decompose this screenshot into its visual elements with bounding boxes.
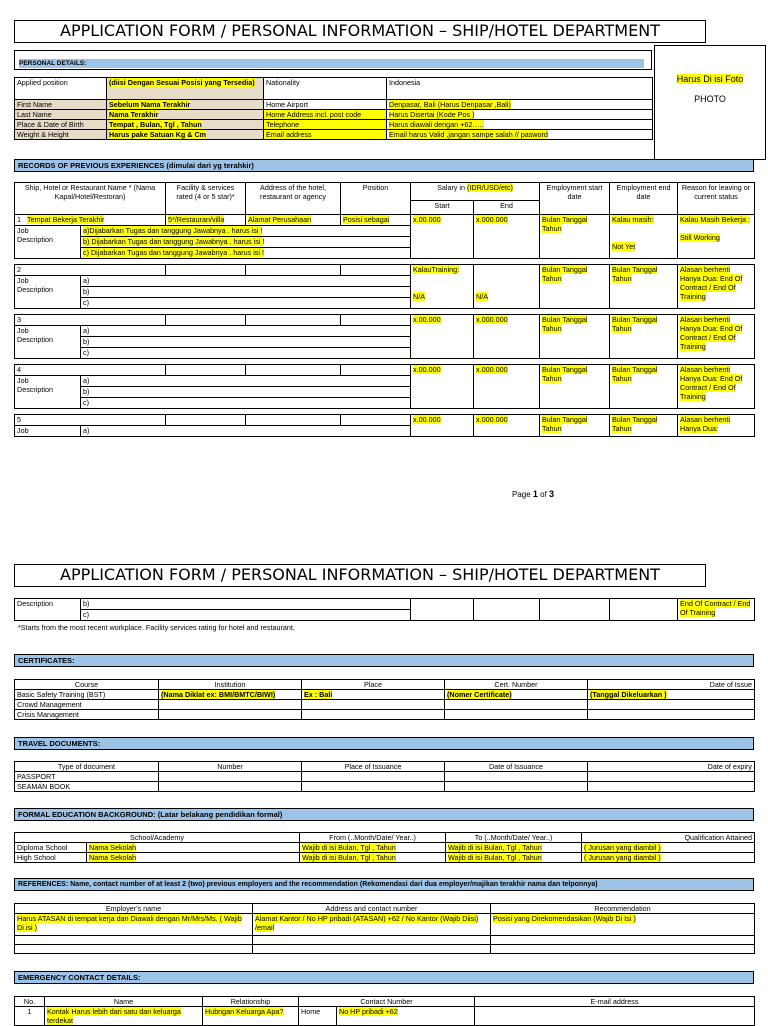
exp1-salary-start[interactable]: x.00.000 — [411, 215, 474, 259]
cert-number-crowd[interactable] — [445, 700, 588, 710]
col-position: Position — [341, 183, 411, 215]
cert-number-crisis[interactable] — [445, 710, 588, 720]
seaman-expiry[interactable] — [588, 782, 755, 792]
col-emp-start: Employment start date — [540, 183, 610, 215]
col-salary: Salary in (IDR/USD/etc) — [411, 183, 540, 201]
exp4-reason[interactable]: Alasan berhenti Hanya Dua: End Of Contract / End Of Training — [678, 365, 755, 409]
cert-place-bst[interactable]: Ex : Bali — [302, 690, 445, 700]
col-reason: Reason for leaving or current status — [678, 183, 755, 215]
exp1-job-label: Job Description — [15, 226, 81, 259]
ref-col-name: Employer's name — [15, 904, 253, 914]
ref1-name[interactable]: Harus ATASAN di tempat kerja dan Diawali dengan Mr/Mrs/Ms. ( Wajib Di isi ) — [15, 914, 253, 936]
exp2-salary-start[interactable]: KalauTraining: N/A — [411, 265, 474, 309]
exp3-position[interactable] — [341, 315, 411, 326]
ref2-name[interactable] — [15, 936, 253, 945]
exp3-duty-c[interactable]: c) — [81, 348, 411, 359]
exp1-salary-end[interactable]: x.000.000 — [474, 215, 540, 259]
emg1-name[interactable]: Kontak Harus lebih dari satu dan keluarga terdekat — [45, 1007, 203, 1026]
exp4-salary-start[interactable]: x.00.000 — [411, 365, 474, 409]
cert-course-crisis: Crisis Management — [15, 710, 159, 720]
seaman-number[interactable] — [159, 782, 302, 792]
exp2-emp-end[interactable]: Bulan Tanggal Tahun — [610, 265, 678, 309]
exp2-emp-start[interactable]: Bulan Tanggal Tahun — [540, 265, 610, 309]
exp4-duty-a[interactable]: a) — [81, 376, 411, 387]
references-header: REFERENCES: Name, contact number of at least 2 (two) previous employers and the recommendation (Rekomendasi dari dua employer/majikan terakhir nama dan telponnya) — [14, 878, 754, 891]
edu-highschool-name[interactable]: Nama Sekolah — [87, 853, 300, 863]
cert-number-bst[interactable]: (Nomer Certificate) — [445, 690, 588, 700]
cert-col-date: Date of Issue — [588, 680, 755, 690]
page-number: Page 1 of 3 — [512, 489, 555, 499]
cert-date-crisis[interactable] — [588, 710, 755, 720]
exp3-reason[interactable]: Alasan berhenti Hanya Dua: End Of Contract / End Of Training — [678, 315, 755, 359]
references-table — [14, 903, 755, 954]
exp4-salary-end[interactable]: x.000.000 — [474, 365, 540, 409]
exp4-ship[interactable]: 4 — [15, 365, 166, 376]
exp4-job-label: Job Description — [15, 376, 81, 409]
label-telephone: Telephone — [264, 120, 387, 130]
cert-col-place: Place — [302, 680, 445, 690]
exp2-facility[interactable] — [166, 265, 246, 276]
field-last-name[interactable]: Nama Terakhir — [107, 110, 264, 120]
emg-col-no: No. — [15, 997, 45, 1007]
col-ship-name: Ship, Hotel or Restaurant Name * (Nama Kapal/Hotel/Restoran) — [15, 183, 166, 215]
label-last-name: Last Name — [15, 110, 107, 120]
certificates-header: CERTIFICATES: — [14, 654, 754, 667]
exp5-ship[interactable]: 5 — [15, 415, 166, 426]
cert-col-institution: Institution — [159, 680, 302, 690]
exp5-emp-end[interactable]: Bulan Tanggal Tahun — [610, 415, 678, 437]
exp1-duty-b[interactable]: b) Dijabarkan Tugas dan tanggung Jawabnya . harus isi ! — [81, 237, 411, 248]
edu-diploma-to[interactable]: Wajib di isi Bulan, Tgl , Tahun — [446, 843, 582, 853]
exp2-position[interactable] — [341, 265, 411, 276]
cert-institution-crowd[interactable] — [159, 700, 302, 710]
edu-col-qualification: Qualification Attained — [582, 833, 755, 843]
cont-salary-end[interactable] — [474, 599, 540, 621]
page-title: APPLICATION FORM / PERSONAL INFORMATION – SHIP/HOTEL DEPARTMENT — [14, 20, 706, 43]
emg-col-relationship: Relationship — [203, 997, 299, 1007]
edu-highschool-from[interactable]: Wajib di isi Bulan, Tgl , Tahun — [300, 853, 446, 863]
photo-instruction: Harus Di isi Foto — [676, 74, 744, 84]
cert-place-crowd[interactable] — [302, 700, 445, 710]
cert-col-course: Course — [15, 680, 159, 690]
exp2-duty-c[interactable]: c) — [81, 298, 411, 309]
exp1-emp-start[interactable]: Bulan Tanggal Tahun — [540, 215, 610, 259]
ref1-recommendation[interactable]: Posisi yang Direkomendasikan (Wajib Di Isi ) — [491, 914, 755, 936]
ref3-address[interactable] — [253, 945, 491, 954]
edu-diploma-from[interactable]: Wajib di isi Bulan, Tgl , Tahun — [300, 843, 446, 853]
emergency-table — [14, 996, 755, 1026]
edu-highschool-label: High School — [15, 853, 87, 863]
cert-institution-crisis[interactable] — [159, 710, 302, 720]
travel-header: TRAVEL DOCUMENTS: — [14, 737, 754, 750]
exp1-duty-a[interactable]: a)Dijabarkan Tugas dan tanggung Jawabnya . harus isi ! — [81, 226, 411, 237]
cert-place-crisis[interactable] — [302, 710, 445, 720]
exp4-emp-end[interactable]: Bulan Tanggal Tahun — [610, 365, 678, 409]
col-salary-end: End — [474, 201, 540, 215]
exp4-duty-b[interactable]: b) — [81, 387, 411, 398]
personal-details-table — [14, 77, 653, 140]
photo-label: PHOTO — [694, 94, 726, 104]
exp1-facility[interactable]: 5*/Restauran/villa — [166, 215, 246, 226]
ref1-address[interactable]: Alamat Kantor / No HP pribadi (ATASAN) +62 / No Kantor (Wajib Diisi) /email — [253, 914, 491, 936]
seaman-place[interactable] — [302, 782, 445, 792]
exp4-address[interactable] — [246, 365, 341, 376]
label-weight-height: Weight & Height — [15, 130, 107, 140]
exp3-address[interactable] — [246, 315, 341, 326]
cont-emp-end[interactable] — [610, 599, 678, 621]
exp3-duty-b[interactable]: b) — [81, 337, 411, 348]
exp5-salary-end[interactable]: x.000.000 — [474, 415, 540, 437]
ref2-recommendation[interactable] — [491, 936, 755, 945]
emg-col-email: E-mail address — [475, 997, 755, 1007]
field-telephone[interactable]: Harus diawali dengan +62….. — [387, 120, 653, 130]
travel-table — [14, 761, 755, 792]
exp3-job-label: Job Description — [15, 326, 81, 359]
emg-col-name: Name — [45, 997, 203, 1007]
emergency-header: EMERGENCY CONTACT DETAILS: — [14, 971, 754, 984]
travel-col-expiry: Date of expiry — [588, 762, 755, 772]
travel-col-place: Place of Issuance — [302, 762, 445, 772]
edu-col-school: School/Academy — [15, 833, 300, 843]
ref-col-recommendation: Recommendation — [491, 904, 755, 914]
edu-highschool-to[interactable]: Wajib di isi Bulan, Tgl , Tahun — [446, 853, 582, 863]
exp3-salary-end[interactable]: x.000.000 — [474, 315, 540, 359]
passport-place[interactable] — [302, 772, 445, 782]
col-emp-end: Employment end date — [610, 183, 678, 215]
exp2-ship[interactable]: 2 — [15, 265, 166, 276]
col-address: Address of the hotel, restaurant or agency — [246, 183, 341, 215]
cert-course-crowd: Crowd Management — [15, 700, 159, 710]
label-first-name: First Name — [15, 100, 107, 110]
personal-details-header: PERSONAL DETAILS: — [19, 59, 644, 68]
emg1-contact-number[interactable]: No HP pribadi +62 — [337, 1007, 475, 1026]
exp5-emp-start[interactable]: Bulan Tanggal Tahun — [540, 415, 610, 437]
cert-institution-bst[interactable]: (Nama Diklat ex: BMI/BMTC/BIWI) — [159, 690, 302, 700]
cert-date-bst[interactable]: (Tanggal Dikeluarkan ) — [588, 690, 755, 700]
passport-issued[interactable] — [445, 772, 588, 782]
experience-table — [14, 182, 755, 437]
experience-continuation-table — [14, 598, 755, 621]
cont-duty-b[interactable]: b) — [81, 599, 411, 610]
field-home-address[interactable]: Harus Disertai (Kode Pos ) — [387, 110, 653, 120]
ref-col-address: Address and contact number — [253, 904, 491, 914]
exp2-address[interactable] — [246, 265, 341, 276]
label-birth: Place & Date of Birth — [15, 120, 107, 130]
exp3-duty-a[interactable]: a) — [81, 326, 411, 337]
cont-emp-start[interactable] — [540, 599, 610, 621]
exp2-duty-a[interactable]: a) — [81, 276, 411, 287]
education-header: FORMAL EDUCATION BACKGROUND: (Latar belakang pendidikan formal) — [14, 808, 754, 821]
ref2-address[interactable] — [253, 936, 491, 945]
page-title-2: APPLICATION FORM / PERSONAL INFORMATION – SHIP/HOTEL DEPARTMENT — [14, 564, 706, 587]
exp1-duty-c[interactable]: c) Dijabarkan Tugas dan tanggung Jawabnya . harus isi ! — [81, 248, 411, 259]
field-weight-height[interactable]: Harus pake Satuan Kg & Cm — [107, 130, 264, 140]
exp5-reason[interactable]: Alasan berhenti Hanya Dua: — [678, 415, 755, 437]
exp2-duty-b[interactable]: b) — [81, 287, 411, 298]
exp2-reason[interactable]: Alasan berhenti Hanya Dua: End Of Contract / End Of Training — [678, 265, 755, 309]
cont-desc-label: Description — [15, 599, 81, 621]
exp1-ship[interactable]: 1 Tempat Bekerja Terakhir — [15, 215, 166, 226]
photo-box[interactable] — [654, 45, 766, 160]
exp5-address[interactable] — [246, 415, 341, 426]
travel-col-number: Number — [159, 762, 302, 772]
emg1-email[interactable] — [475, 1007, 755, 1026]
emg-col-contact: Contact Number — [299, 997, 475, 1007]
edu-diploma-qual[interactable]: ( Jurusan yang diambil ) — [582, 843, 755, 853]
ref3-recommendation[interactable] — [491, 945, 755, 954]
passport-number[interactable] — [159, 772, 302, 782]
education-table — [14, 832, 755, 863]
cert-course-bst: Basic Safety Training (BST) — [15, 690, 159, 700]
certificates-table — [14, 679, 755, 720]
cont-salary-start[interactable] — [411, 599, 474, 621]
travel-col-type: Type of document — [15, 762, 159, 772]
field-first-name[interactable]: Sebelum Nama Terakhir — [107, 100, 264, 110]
edu-diploma-name[interactable]: Nama Sekolah — [87, 843, 300, 853]
label-email: Email address — [264, 130, 387, 140]
cert-col-number: Cert. Number — [445, 680, 588, 690]
edu-col-to: To (..Month/Date/ Year..) — [446, 833, 582, 843]
passport-expiry[interactable] — [588, 772, 755, 782]
seaman-issued[interactable] — [445, 782, 588, 792]
field-applied-position[interactable]: (diisi Dengan Sesuai Posisi yang Tersedia) — [107, 78, 264, 100]
field-home-airport[interactable]: Denpasar, Bali (Harus Denpasar ,Bali) — [387, 100, 653, 110]
exp1-address[interactable]: Alamat Perusahaan — [246, 215, 341, 226]
exp5-duty-a[interactable]: a) — [81, 426, 411, 437]
exp4-emp-start[interactable]: Bulan Tanggal Tahun — [540, 365, 610, 409]
emg1-contact-type: Home — [299, 1007, 337, 1026]
exp2-job-label: Job Description — [15, 276, 81, 309]
field-birth[interactable]: Tempat , Bulan, Tgl , Tahun — [107, 120, 264, 130]
exp3-emp-end[interactable]: Bulan Tanggal Tahun — [610, 315, 678, 359]
cont-duty-c[interactable]: c) — [81, 610, 411, 621]
emg1-no: 1 — [15, 1007, 45, 1026]
exp1-position[interactable]: Posisi sebagai — [341, 215, 411, 226]
exp5-salary-start[interactable]: x.00.000 — [411, 415, 474, 437]
exp4-duty-c[interactable]: c) — [81, 398, 411, 409]
col-salary-start: Start — [411, 201, 474, 215]
exp4-position[interactable] — [341, 365, 411, 376]
personal-details-section — [14, 50, 652, 70]
ref3-name[interactable] — [15, 945, 253, 954]
label-home-airport: Home Airport — [264, 100, 387, 110]
edu-col-from: From (..Month/Date/ Year..) — [300, 833, 446, 843]
travel-seaman-book: SEAMAN BOOK — [15, 782, 159, 792]
travel-col-issued: Date of Issuance — [445, 762, 588, 772]
label-applied-position: Applied position — [15, 78, 107, 100]
exp1-emp-end[interactable]: Kalau masih: Not Yet — [610, 215, 678, 259]
exp3-emp-start[interactable]: Bulan Tanggal Tahun — [540, 315, 610, 359]
label-nationality: Nationality — [264, 78, 387, 100]
col-facility: Facility & services rated (4 or 5 star)* — [166, 183, 246, 215]
footnote: *Starts from the most recent workplace. Facility services rating for hotel and restaurant. — [18, 623, 295, 632]
exp2-salary-end[interactable]: N/A — [474, 265, 540, 309]
field-nationality[interactable]: Indonesia — [387, 78, 653, 100]
edu-highschool-qual[interactable]: ( Jurusan yang diambil ) — [582, 853, 755, 863]
edu-diploma-label: Diploma School — [15, 843, 87, 853]
label-home-address: Home Address incl. post code — [264, 110, 387, 120]
exp5-position[interactable] — [341, 415, 411, 426]
cert-date-crowd[interactable] — [588, 700, 755, 710]
exp4-facility[interactable] — [166, 365, 246, 376]
cont-reason[interactable]: End Of Contract / End Of Training — [678, 599, 755, 621]
exp3-ship[interactable]: 3 — [15, 315, 166, 326]
exp1-reason[interactable]: Kalau Masih Bekerja : Still Working — [678, 215, 755, 259]
emg1-relationship[interactable]: Hubngan Keluarga Apa? — [203, 1007, 299, 1026]
exp5-job-label: Job — [15, 426, 81, 437]
field-email[interactable]: Email harus Valid ,jangan sampe salah // pasword — [387, 130, 653, 140]
exp3-salary-start[interactable]: x.00.000 — [411, 315, 474, 359]
exp5-facility[interactable] — [166, 415, 246, 426]
exp3-facility[interactable] — [166, 315, 246, 326]
travel-passport: PASSPORT — [15, 772, 159, 782]
experience-header: RECORDS OF PREVIOUS EXPERIENCES (dimulai dari yg terahkir) — [14, 159, 754, 172]
